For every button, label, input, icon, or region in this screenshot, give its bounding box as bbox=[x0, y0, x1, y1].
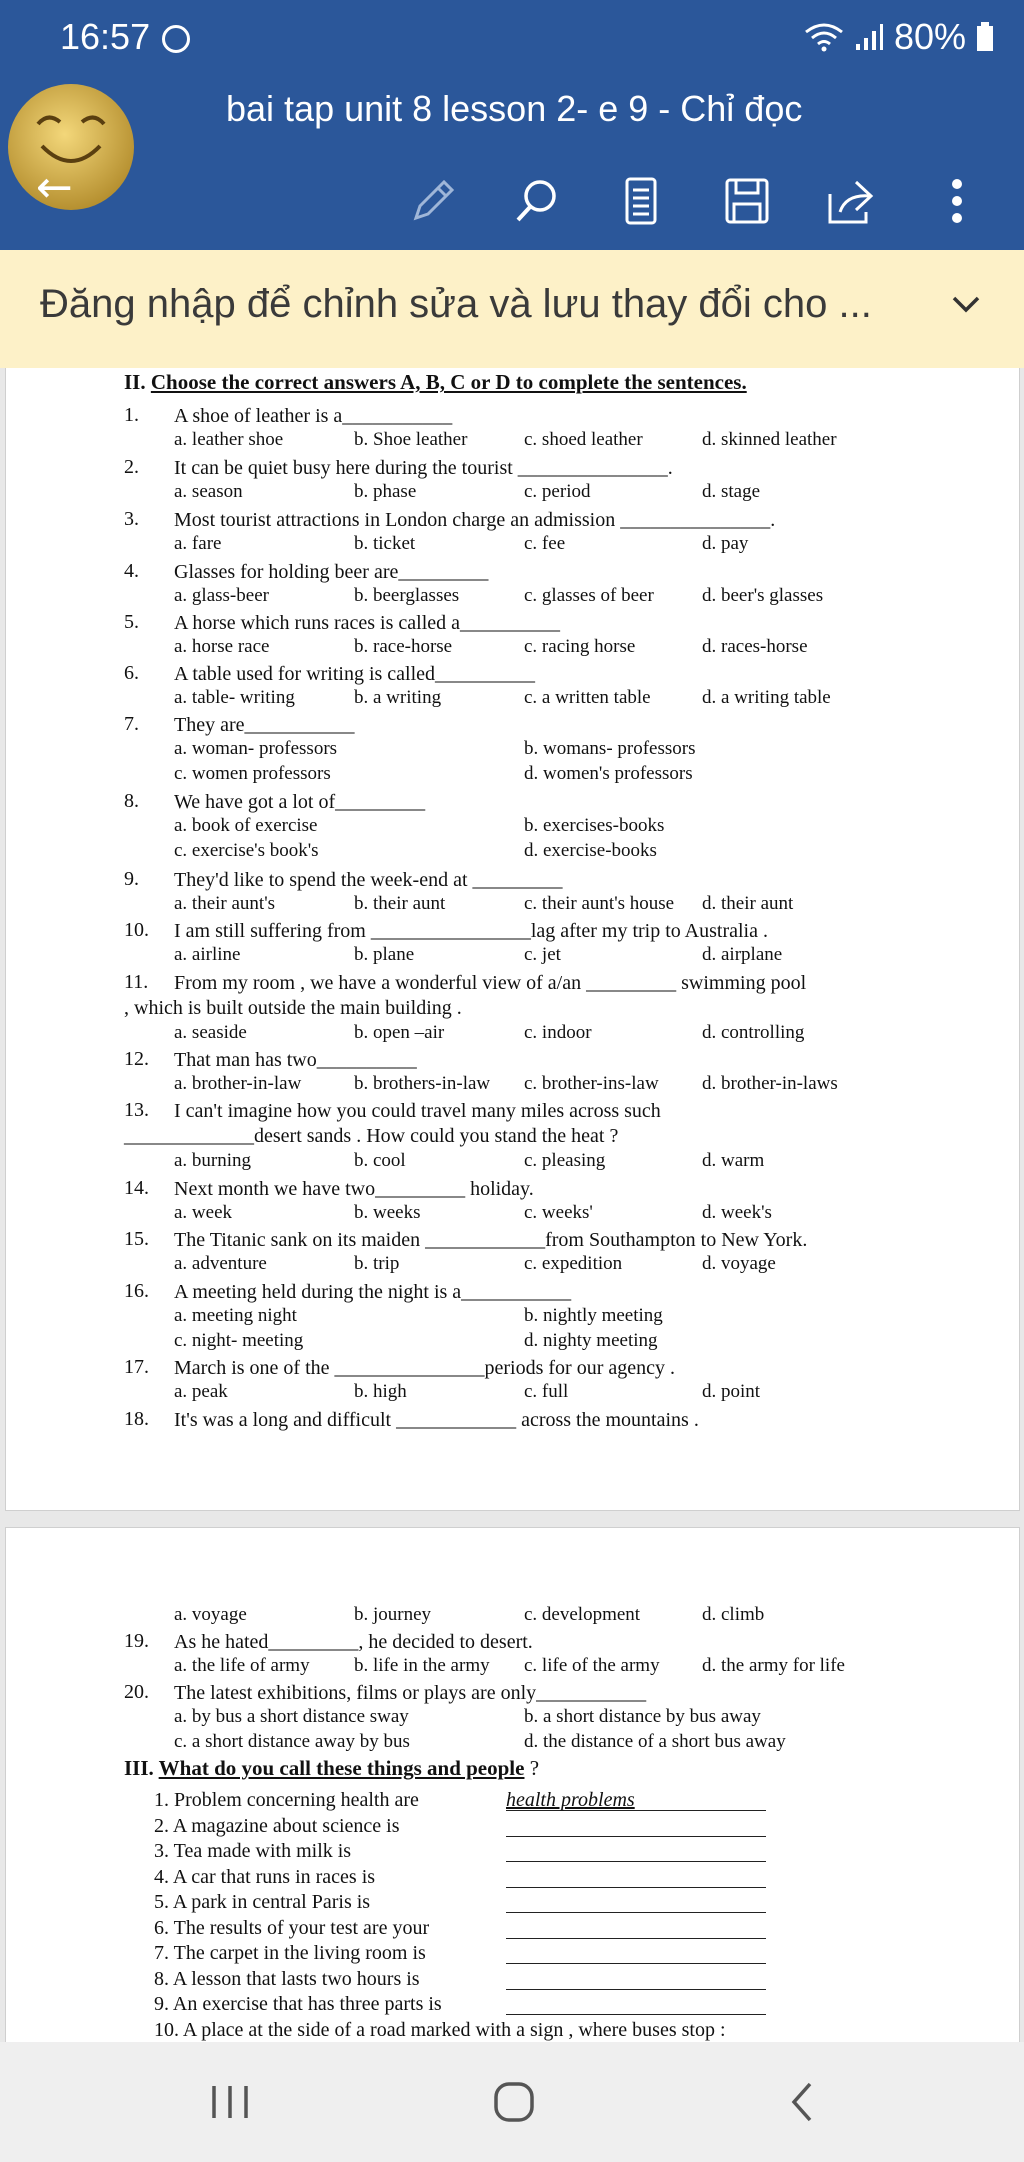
answer-option: b. plane bbox=[354, 944, 415, 965]
section-2-prefix: II. bbox=[124, 370, 146, 394]
answer-option: d. pay bbox=[702, 533, 749, 554]
question-text: It can be quiet busy here during the tourist _______________. bbox=[174, 457, 673, 479]
exercise-item: 5. A park in central Paris is bbox=[154, 1891, 371, 1913]
answer-option: a. book of exercise bbox=[174, 815, 318, 836]
question-number: 15. bbox=[124, 1228, 149, 1250]
question-number: 3. bbox=[124, 508, 139, 530]
question-text: I am still suffering from ________________lag after my trip to Australia . bbox=[174, 920, 768, 942]
exercise-item: 10. A place at the side of a road marked with a sign , where buses stop : bbox=[154, 2018, 726, 2041]
answer-option: c. a written table bbox=[524, 687, 651, 708]
exercise-item: 2. A magazine about science is bbox=[154, 1814, 400, 1837]
exercise-item: 6. The results of your test are your bbox=[154, 1916, 430, 1939]
answer-blank bbox=[506, 1916, 766, 1939]
answer-blank bbox=[506, 1839, 766, 1862]
document-title: bai tap unit 8 lesson 2- e 9 - Chỉ đọc bbox=[226, 88, 803, 129]
answer-option: b. high bbox=[354, 1381, 407, 1402]
question-number: 11. bbox=[124, 971, 149, 993]
answer-option: d. their aunt bbox=[702, 893, 794, 914]
answer-option: b. beerglasses bbox=[354, 585, 460, 606]
app-bar bbox=[0, 74, 1024, 250]
home-icon[interactable] bbox=[484, 2076, 544, 2128]
answer-option: d. the distance of a short bus away bbox=[524, 1731, 786, 1752]
answer-option: b. exercises-books bbox=[524, 815, 665, 836]
status-time bbox=[60, 16, 190, 58]
battery-percent: 80% bbox=[893, 16, 966, 57]
answer-option: a. burning bbox=[174, 1150, 252, 1171]
answer-option: a. by bus a short distance sway bbox=[174, 1706, 409, 1727]
answer-option: a. fare bbox=[174, 533, 222, 554]
section-2-heading bbox=[124, 370, 747, 394]
document-page-1 bbox=[5, 368, 1020, 1511]
answer-blank bbox=[506, 1992, 766, 2015]
answer-option: d. warm bbox=[702, 1150, 765, 1171]
status-circle-icon bbox=[162, 25, 190, 53]
answer-option: d. brother-in-laws bbox=[702, 1073, 838, 1094]
question-text: A shoe of leather is a___________ bbox=[174, 405, 453, 427]
question-number: 4. bbox=[124, 560, 139, 582]
question-text-continued: _____________desert sands . How could you stand the heat ? bbox=[124, 1125, 619, 1147]
answer-option: c. life of the army bbox=[524, 1655, 660, 1676]
section-3-prefix: III. bbox=[124, 1756, 154, 1780]
answer-option: b. cool bbox=[354, 1150, 406, 1171]
exercise-item: 8. A lesson that lasts two hours is bbox=[154, 1967, 420, 1990]
answer-option: d. the army for life bbox=[702, 1655, 845, 1676]
question-number: 12. bbox=[124, 1048, 149, 1070]
answer-option: d. climb bbox=[702, 1604, 765, 1625]
question-text: A horse which runs races is called a__________ bbox=[174, 612, 561, 634]
question-number: 10. bbox=[124, 919, 149, 941]
question-text-continued: , which is built outside the main building . bbox=[124, 997, 462, 1019]
answer-option: c. glasses of beer bbox=[524, 585, 654, 606]
question-text: We have got a lot of_________ bbox=[174, 791, 426, 813]
answer-option: c. their aunt's house bbox=[524, 893, 675, 914]
battery-icon bbox=[976, 22, 994, 52]
answer-option: b. trip bbox=[354, 1253, 400, 1274]
answer-blank bbox=[506, 1865, 766, 1888]
answer-option: b. weeks bbox=[354, 1202, 421, 1223]
answer-blank bbox=[506, 1788, 766, 1811]
question-number: 7. bbox=[124, 713, 139, 735]
question-text: From my room , we have a wonderful view of a/an _________ swimming pool bbox=[174, 972, 807, 994]
answer-option: a. brother-in-law bbox=[174, 1073, 302, 1094]
answer-option: c. pleasing bbox=[524, 1150, 606, 1171]
answer-option: d. a writing table bbox=[702, 687, 831, 708]
chevron-down-icon[interactable] bbox=[948, 286, 984, 327]
toolbar bbox=[0, 166, 1024, 236]
answer-blank bbox=[506, 1890, 766, 1913]
exercise-item: 4. A car that runs in races is bbox=[154, 1865, 376, 1888]
question-number: 14. bbox=[124, 1177, 149, 1199]
answer-option: a. glass-beer bbox=[174, 585, 269, 606]
answer-option: a. horse race bbox=[174, 636, 270, 657]
exercise-item: 7. The carpet in the living room is bbox=[154, 1942, 426, 1964]
status-right bbox=[804, 16, 994, 58]
question-text: They'd like to spend the week-end at _________ bbox=[174, 869, 563, 891]
answer-option: c. indoor bbox=[524, 1022, 592, 1043]
answer-option: c. racing horse bbox=[524, 636, 636, 657]
answer-option: a. table- writing bbox=[174, 687, 295, 708]
sign-in-banner[interactable] bbox=[0, 250, 1024, 368]
answer-text: health problems bbox=[506, 1789, 635, 1811]
question-number: 9. bbox=[124, 868, 139, 890]
pencil-icon[interactable] bbox=[398, 166, 468, 236]
answer-option: b. phase bbox=[354, 481, 417, 502]
question-text: That man has two__________ bbox=[174, 1049, 417, 1071]
question-text: March is one of the _______________periods for our agency . bbox=[174, 1357, 675, 1379]
section-3-suffix: ? bbox=[524, 1756, 540, 1780]
answer-option: b. brothers-in-law bbox=[354, 1073, 491, 1094]
question-text: The latest exhibitions, films or plays are only___________ bbox=[174, 1682, 647, 1704]
answer-option: b. a short distance by bus away bbox=[524, 1706, 761, 1727]
exercise-item: 9. An exercise that has three parts is bbox=[154, 1993, 442, 2015]
answer-option: a. season bbox=[174, 481, 243, 502]
answer-option: b. ticket bbox=[354, 533, 416, 554]
answer-option: a. their aunt's bbox=[174, 893, 276, 914]
question-number: 13. bbox=[124, 1099, 149, 1121]
answer-option: a. voyage bbox=[174, 1604, 247, 1625]
answer-option: c. a short distance away by bus bbox=[174, 1731, 410, 1752]
reading-view-icon[interactable] bbox=[606, 166, 676, 236]
more-icon[interactable] bbox=[922, 166, 992, 236]
answer-option: c. fee bbox=[524, 533, 566, 554]
question-text: Next month we have two_________ holiday. bbox=[174, 1178, 534, 1200]
question-text: It's was a long and difficult ____________ across the mountains . bbox=[174, 1409, 699, 1431]
question-number: 6. bbox=[124, 662, 139, 684]
question-number: 2. bbox=[124, 456, 139, 478]
question-number: 20. bbox=[124, 1681, 149, 1703]
answer-option: b. nightly meeting bbox=[524, 1305, 663, 1326]
save-icon[interactable] bbox=[712, 166, 782, 236]
answer-option: a. the life of army bbox=[174, 1655, 310, 1676]
answer-option: d. skinned leather bbox=[702, 429, 837, 450]
answer-option: b. journey bbox=[354, 1604, 432, 1625]
answer-option: a. seaside bbox=[174, 1022, 247, 1043]
question-text: A meeting held during the night is a___________ bbox=[174, 1281, 572, 1303]
answer-option: a. peak bbox=[174, 1381, 228, 1402]
answer-option: a. leather shoe bbox=[174, 429, 284, 450]
answer-blank bbox=[506, 1814, 766, 1837]
wifi-icon bbox=[804, 22, 844, 52]
answer-option: c. weeks' bbox=[524, 1202, 593, 1223]
answer-option: d. week's bbox=[702, 1202, 772, 1223]
signal-icon bbox=[854, 22, 884, 52]
exercise-item: 3. Tea made with milk is bbox=[154, 1840, 352, 1862]
answer-option: a. adventure bbox=[174, 1253, 267, 1274]
answer-option: d. controlling bbox=[702, 1022, 805, 1043]
question-text: They are___________ bbox=[174, 714, 355, 736]
answer-option: d. voyage bbox=[702, 1253, 776, 1274]
section-2-title: Choose the correct answers A, B, C or D to complete the sentences. bbox=[150, 370, 747, 394]
answer-option: b. a writing bbox=[354, 687, 442, 708]
answer-option: c. brother-ins-law bbox=[524, 1073, 659, 1094]
answer-option: c. jet bbox=[524, 944, 561, 965]
answer-blank bbox=[506, 1967, 766, 1990]
question-text: I can't imagine how you could travel many miles across such bbox=[174, 1100, 661, 1122]
answer-option: d. airplane bbox=[702, 944, 783, 965]
answer-option: c. period bbox=[524, 481, 591, 502]
answer-option: b. race-horse bbox=[354, 636, 453, 657]
answer-option: c. shoed leather bbox=[524, 429, 643, 450]
back-icon[interactable] bbox=[772, 2076, 832, 2128]
question-text: A table used for writing is called__________ bbox=[174, 663, 536, 685]
answer-option: a. airline bbox=[174, 944, 241, 965]
question-number: 16. bbox=[124, 1280, 149, 1302]
document-page-2 bbox=[5, 1527, 1020, 2043]
question-number: 1. bbox=[124, 404, 139, 426]
answer-option: a. meeting night bbox=[174, 1305, 297, 1326]
section-3-title: What do you call these things and people bbox=[158, 1756, 525, 1780]
search-icon[interactable] bbox=[502, 166, 572, 236]
answer-option: b. womans- professors bbox=[524, 738, 696, 759]
back-arrow-icon[interactable]: ← bbox=[36, 162, 73, 213]
navigation-bar bbox=[0, 2042, 1024, 2162]
answer-option: d. point bbox=[702, 1381, 761, 1402]
answer-option: b. open –air bbox=[354, 1022, 445, 1043]
exercise-item: 1. Problem concerning health are bbox=[154, 1789, 419, 1811]
answer-option: c. women professors bbox=[174, 763, 331, 784]
question-number: 17. bbox=[124, 1356, 149, 1378]
section-3-heading bbox=[124, 1756, 539, 1780]
question-text: As he hated_________, he decided to desert. bbox=[174, 1631, 533, 1653]
share-icon[interactable] bbox=[816, 166, 886, 236]
answer-option: b. Shoe leather bbox=[354, 429, 468, 450]
answer-option: b. their aunt bbox=[354, 893, 446, 914]
answer-option: a. week bbox=[174, 1202, 233, 1223]
recent-apps-icon[interactable] bbox=[200, 2076, 260, 2128]
question-number: 5. bbox=[124, 611, 139, 633]
answer-option: d. women's professors bbox=[524, 763, 693, 784]
answer-option: c. full bbox=[524, 1381, 569, 1402]
answer-option: d. nighty meeting bbox=[524, 1330, 658, 1351]
answer-option: c. expedition bbox=[524, 1253, 623, 1274]
answer-option: c. development bbox=[524, 1604, 641, 1625]
answer-option: a. woman- professors bbox=[174, 738, 338, 759]
answer-option: d. exercise-books bbox=[524, 840, 657, 861]
question-number: 18. bbox=[124, 1408, 149, 1430]
question-text: Glasses for holding beer are_________ bbox=[174, 561, 489, 583]
answer-option: d. stage bbox=[702, 481, 761, 502]
question-number: 19. bbox=[124, 1630, 149, 1652]
answer-blank bbox=[506, 1941, 766, 1964]
answer-option: c. night- meeting bbox=[174, 1330, 304, 1351]
time-text: 16:57 bbox=[60, 16, 151, 57]
question-number: 8. bbox=[124, 790, 139, 812]
question-text: Most tourist attractions in London charge an admission _______________. bbox=[174, 509, 776, 531]
answer-option: d. races-horse bbox=[702, 636, 808, 657]
question-text: The Titanic sank on its maiden ____________from Southampton to New York. bbox=[174, 1229, 808, 1251]
banner-text: Đăng nhập để chỉnh sửa và lưu thay đổi cho ... bbox=[40, 282, 872, 326]
answer-option: b. life in the army bbox=[354, 1655, 490, 1676]
status-bar bbox=[0, 0, 1024, 74]
answer-option: c. exercise's book's bbox=[174, 840, 319, 861]
answer-option: d. beer's glasses bbox=[702, 585, 824, 606]
